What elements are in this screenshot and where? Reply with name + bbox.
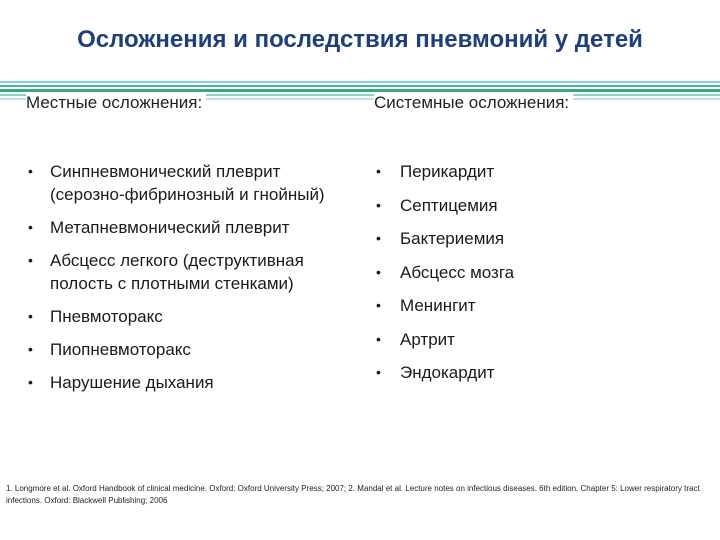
list-item — [374, 361, 674, 384]
systemic-complications-heading: Системные осложнения: — [374, 93, 573, 113]
local-complications-list — [26, 160, 356, 404]
list-item-text: Менингит — [400, 296, 476, 315]
list-item-text: Нарушение дыхания — [50, 373, 214, 392]
list-item-text: Пневмоторакс — [50, 307, 163, 326]
list-item-text: Синпневмонический плеврит (серозно-фибринозный и гнойный) — [50, 162, 325, 204]
list-item — [26, 160, 356, 206]
list-item-text: Метапневмонический плеврит — [50, 218, 290, 237]
bullet-icon: • — [28, 252, 33, 268]
list-item-text: Септицемия — [400, 195, 498, 215]
list-item — [26, 216, 356, 239]
list-item-text: Артрит — [400, 329, 455, 349]
bullet-icon: • — [28, 219, 33, 235]
list-item — [374, 328, 674, 351]
list-item — [26, 249, 356, 295]
list-item — [374, 261, 674, 284]
list-item-text: Эндокардит — [400, 363, 495, 382]
bullet-icon: • — [376, 297, 381, 313]
list-item — [26, 338, 356, 361]
list-item — [374, 294, 674, 317]
list-item-text: Пиопневмоторакс — [50, 340, 191, 359]
list-item — [26, 305, 356, 328]
bullet-icon: • — [376, 196, 381, 213]
list-item-text: Бактериемия — [400, 229, 505, 248]
bullet-icon: • — [28, 341, 33, 357]
stripe-2 — [0, 85, 720, 87]
list-item-text: Перикардит — [400, 162, 495, 181]
slide-title: Осложнения и последствия пневмоний у детей — [77, 26, 643, 53]
bullet-icon: • — [376, 263, 381, 280]
local-complications-heading: Местные осложнения: — [26, 93, 206, 113]
list-item — [26, 371, 356, 394]
list-item — [374, 227, 674, 250]
list-item-text: Абсцесс мозга — [400, 262, 515, 282]
list-item — [374, 160, 674, 183]
systemic-complications-list — [374, 160, 674, 395]
stripe-1 — [0, 81, 720, 83]
bullet-icon: • — [28, 374, 33, 390]
bullet-icon: • — [376, 330, 381, 347]
bullet-icon: • — [28, 308, 33, 324]
references-footnote: 1. Longmore et al. Oxford Handbook of clinical medicine. Oxford: Oxford University Press; 2007; 2. Mandal et al. Lecture notes on infectious diseases. 6th edition. Chapter 5: Lower respiratory tract infections. Oxford: Blackwell Publishing; 2006 — [6, 484, 700, 505]
bullet-icon: • — [28, 163, 33, 179]
bullet-icon: • — [376, 163, 381, 179]
stripe-3 — [0, 89, 720, 92]
bullet-icon: • — [376, 364, 381, 380]
list-item — [374, 194, 674, 217]
list-item-text: Абсцесс легкого (деструктивная полость с плотными стенками) — [50, 251, 304, 293]
bullet-icon: • — [376, 230, 381, 246]
